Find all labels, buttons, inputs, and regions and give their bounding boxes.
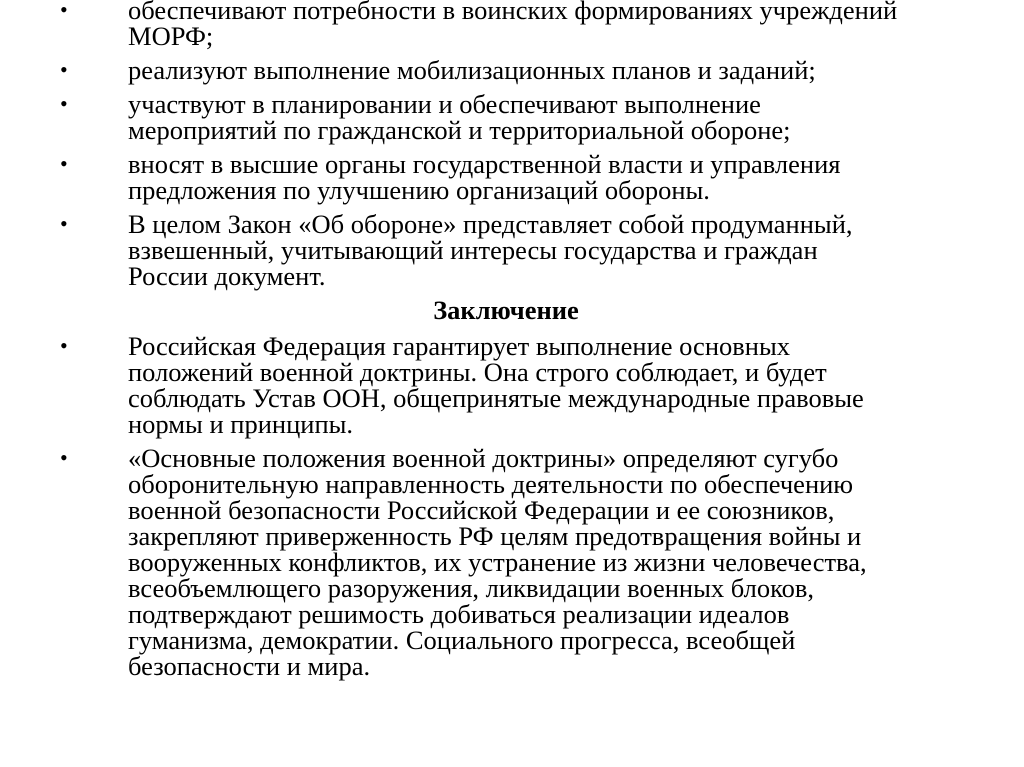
- bullet-text: реализуют выполнение мобилизационных планов и заданий;: [128, 55, 816, 85]
- bullet-text: Российская Федерация гарантирует выполнение основных положений военной доктрины. Она строго соблюдает, и будет соблюдать Устав ООН, общепринятые международные правовые нормы и принципы.: [128, 331, 864, 439]
- bullet-item: [56, 91, 956, 143]
- bullet-icon: •: [60, 57, 68, 82]
- bullet-item: [56, 151, 956, 203]
- section-heading: Заключение: [433, 295, 579, 325]
- bullet-icon: •: [60, 445, 68, 470]
- bullet-icon: •: [60, 91, 68, 116]
- bullet-text: обеспечивают потребности в воинских формированиях учреждений МОРФ;: [128, 0, 898, 51]
- bullet-icon: •: [60, 0, 68, 22]
- bullet-text: В целом Закон «Об обороне» представляет собой продуманный, взвешенный, учитывающий интересы государства и граждан России документ.: [128, 209, 853, 291]
- bullet-icon: •: [60, 211, 68, 236]
- bullet-item: [56, 0, 956, 49]
- bullet-text: вносят в высшие органы государственной власти и управления предложения по улучшению организаций обороны.: [128, 149, 841, 205]
- bullet-item: [56, 445, 956, 679]
- bullet-text: участвуют в планировании и обеспечивают выполнение мероприятий по гражданской и территориальной обороне;: [128, 89, 791, 145]
- bullet-item: [56, 333, 956, 437]
- bullet-item: [56, 57, 956, 83]
- bullet-text: «Основные положения военной доктрины» определяют сугубо оборонительную направленность деятельности по обеспечению военной безопасности Российской Федерации и ее союзников, закрепляют приверженность РФ целям предотвращения войны и вооруженных конфликтов, их устранение из жизни человечества, всеобъемлющего разоружения, ликвидации военных блоков, подтверждают решимость добиваться реализации идеалов гуманизма, демократии. Социального прогресса, всеобщей безопасности и мира.: [128, 443, 867, 681]
- bullet-icon: •: [60, 333, 68, 358]
- slide-content: [56, 0, 956, 687]
- bullet-item: [56, 211, 956, 289]
- bullet-icon: •: [60, 151, 68, 176]
